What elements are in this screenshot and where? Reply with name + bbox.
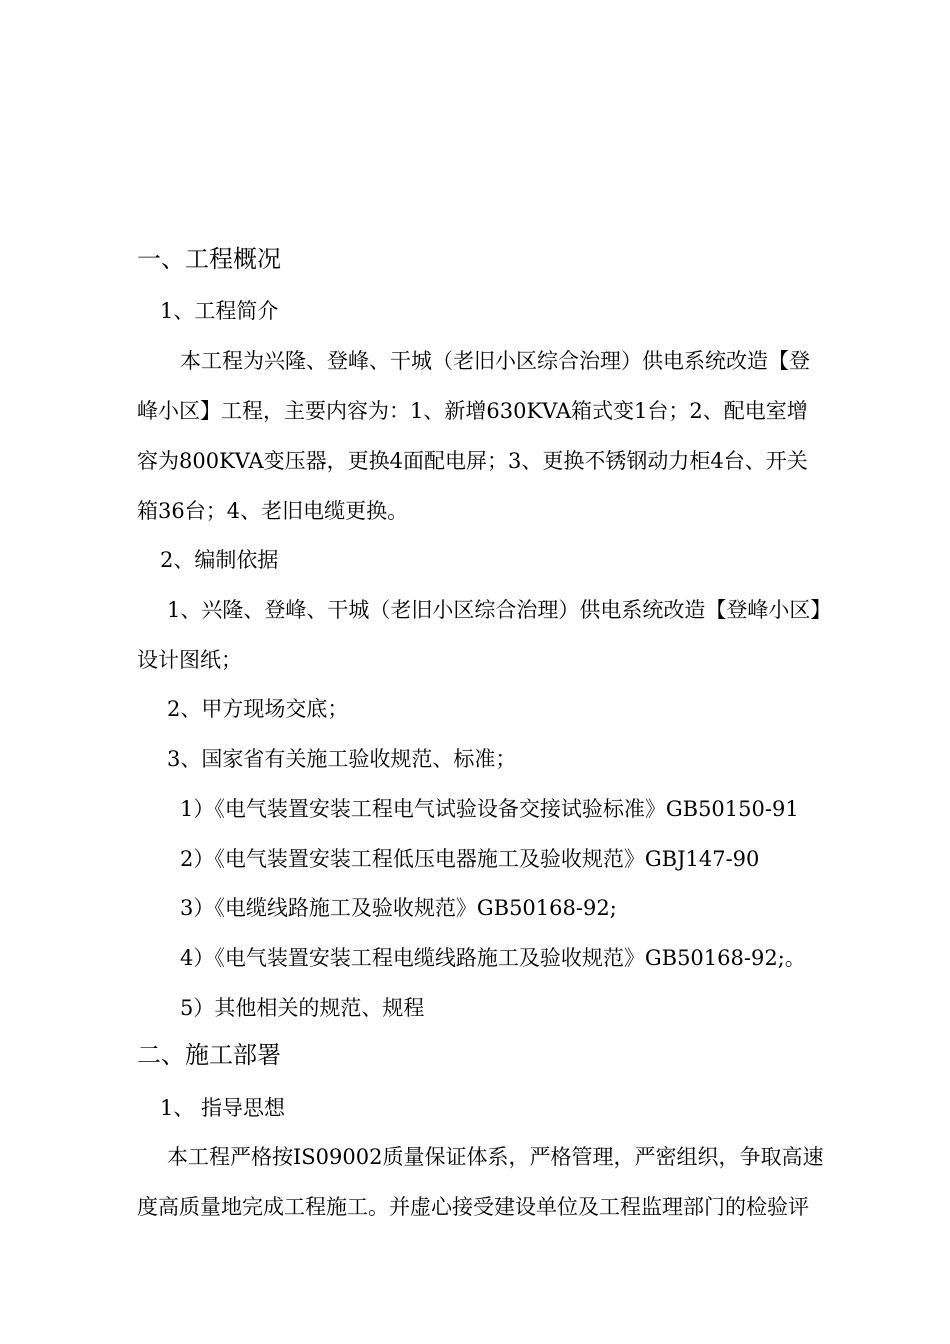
standard-2: 2）《电气装置安装工程低压电器施工及验收规范》GBJ147-90 — [180, 847, 760, 871]
basis1-line-2: 设计图纸； — [137, 648, 242, 672]
section2-heading: 二、施工部署 — [137, 1041, 281, 1069]
guide-line-1: 本工程严格按IS09002质量保证体系，严格管理，严密组织，争取高速 — [167, 1145, 824, 1169]
sub3-heading: 1、 指导思想 — [160, 1096, 286, 1120]
basis3: 3、国家省有关施工验收规范、标准； — [167, 747, 517, 771]
standard-3: 3）《电缆线路施工及验收规范》GB50168-92; — [180, 896, 617, 920]
intro-line-1: 本工程为兴隆、登峰、干城（老旧小区综合治理）供电系统改造【登 — [180, 349, 810, 373]
sub2-heading: 2、编制依据 — [160, 548, 279, 572]
basis2: 2、甲方现场交底； — [167, 697, 349, 721]
section1-heading: 一、工程概况 — [137, 245, 281, 273]
basis1-line-1: 1、兴隆、登峰、干城（老旧小区综合治理）供电系统改造【登峰小区】 — [167, 598, 832, 622]
standard-5: 5）其他相关的规范、规程 — [180, 996, 425, 1020]
guide-line-2: 度高质量地完成工程施工。并虚心接受建设单位及工程监理部门的检验评 — [137, 1195, 809, 1219]
intro-line-3: 容为800KVA变压器，更换4面配电屏；3、更换不锈钢动力柜4台、开关 — [137, 449, 808, 473]
standard-1: 1）《电气装置安装工程电气试验设备交接试验标准》GB50150-91 — [180, 797, 799, 821]
sub1-heading: 1、工程简介 — [160, 299, 279, 323]
standard-4: 4）《电气装置安装工程电缆线路施工及验收规范》GB50168-92;。 — [180, 946, 806, 970]
intro-line-2: 峰小区】工程，主要内容为：1、新增630KVA箱式变1台；2、配电室增 — [137, 399, 808, 423]
intro-line-4: 箱36台；4、老旧电缆更换。 — [137, 499, 409, 523]
